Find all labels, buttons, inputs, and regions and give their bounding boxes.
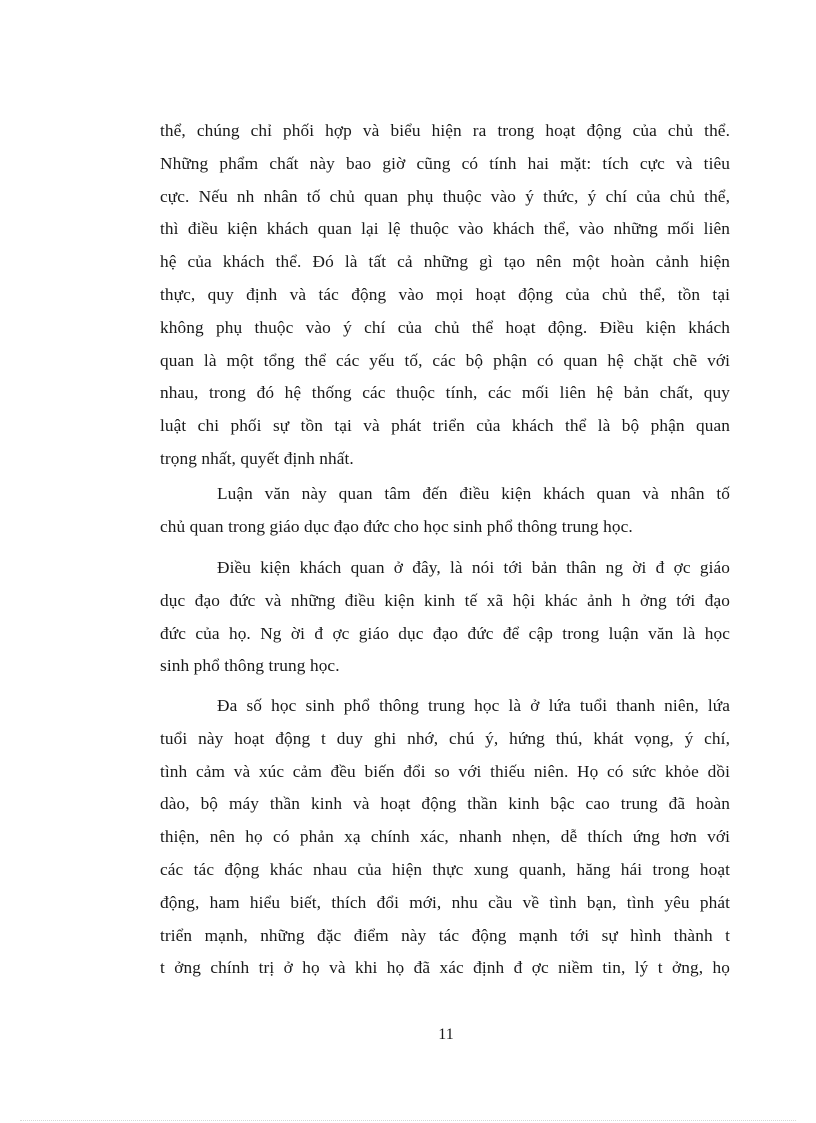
text-line: t ởng chính trị ở họ và khi họ đã xác định đ ợc niềm tin, lý t ởng, họ <box>160 958 730 978</box>
page-number: 11 <box>438 1026 454 1043</box>
text-line: thì điều kiện khách quan lại lệ thuộc vào khách thể, vào những mối liên <box>160 219 730 239</box>
text-line: Những phẩm chất này bao giờ cũng có tính hai mặt: tích cực và tiêu <box>160 153 730 173</box>
text-line: các tác động khác nhau của hiện thực xung quanh, hăng hái trong hoạt <box>160 859 730 879</box>
text-line: luật chi phối sự tồn tại và phát triển của khách thể là bộ phận quan <box>160 416 730 436</box>
text-line: dào, bộ máy thần kinh và hoạt động thần kinh bậc cao trung đã hoàn <box>160 794 730 814</box>
text-line: tuổi này hoạt động t duy ghi nhớ, chú ý, hứng thú, khát vọng, ý chí, <box>160 728 730 748</box>
text-line: động, ham hiểu biết, thích đổi mới, nhu cầu về tình bạn, tình yêu phát <box>160 892 730 912</box>
text-line: chủ quan trong giáo dục đạo đức cho học sinh phổ thông trung học. <box>160 516 633 536</box>
text-line: thể, chúng chỉ phối hợp và biểu hiện ra trong hoạt động của chủ thể. <box>160 121 730 140</box>
text-line: thực, quy định và tác động vào mọi hoạt động của chủ thể, tồn tại <box>160 284 730 304</box>
text-line: cực. Nếu nh nhân tố chủ quan phụ thuộc vào ý thức, ý chí của chủ thể, <box>160 186 730 206</box>
text-line: Đa số học sinh phổ thông trung học là ở lứa tuổi thanh niên, lứa <box>217 696 730 715</box>
paragraph-4 <box>160 690 730 985</box>
text-line: tình cảm và xúc cảm đều biến đổi so với thiếu niên. Họ có sức khỏe dồi <box>160 761 730 781</box>
text-line: sinh phổ thông trung học. <box>160 656 340 676</box>
text-line: không phụ thuộc vào ý chí của chủ thể hoạt động. Điều kiện khách <box>160 317 730 337</box>
text-line: Luận văn này quan tâm đến điều kiện khách quan và nhân tố <box>217 484 730 503</box>
text-line: triển mạnh, những đặc điểm này tác động mạnh tới sự hình thành t <box>160 925 730 945</box>
page-bottom-divider <box>20 1120 796 1121</box>
text-line: thiện, nên họ có phản xạ chính xác, nhanh nhẹn, dễ thích ứng hơn với <box>160 827 730 847</box>
paragraph-3 <box>160 552 730 683</box>
text-line: quan là một tổng thể các yếu tố, các bộ phận có quan hệ chặt chẽ với <box>160 350 730 370</box>
text-line: hệ của khách thể. Đó là tất cả những gì tạo nên một hoàn cảnh hiện <box>160 252 730 272</box>
text-line: đức của họ. Ng ời đ ợc giáo dục đạo đức để cập trong luận văn là học <box>160 623 730 643</box>
text-line: nhau, trong đó hệ thống các thuộc tính, các mối liên hệ bản chất, quy <box>160 383 730 403</box>
paragraph-2 <box>160 478 730 544</box>
text-line: dục đạo đức và những điều kiện kinh tế xã hội khác ảnh h ởng tới đạo <box>160 590 730 610</box>
text-line: trọng nhất, quyết định nhất. <box>160 448 354 468</box>
paragraph-1 <box>160 115 730 476</box>
text-line: Điều kiện khách quan ở đây, là nói tới bản thân ng ời đ ợc giáo <box>217 558 730 577</box>
